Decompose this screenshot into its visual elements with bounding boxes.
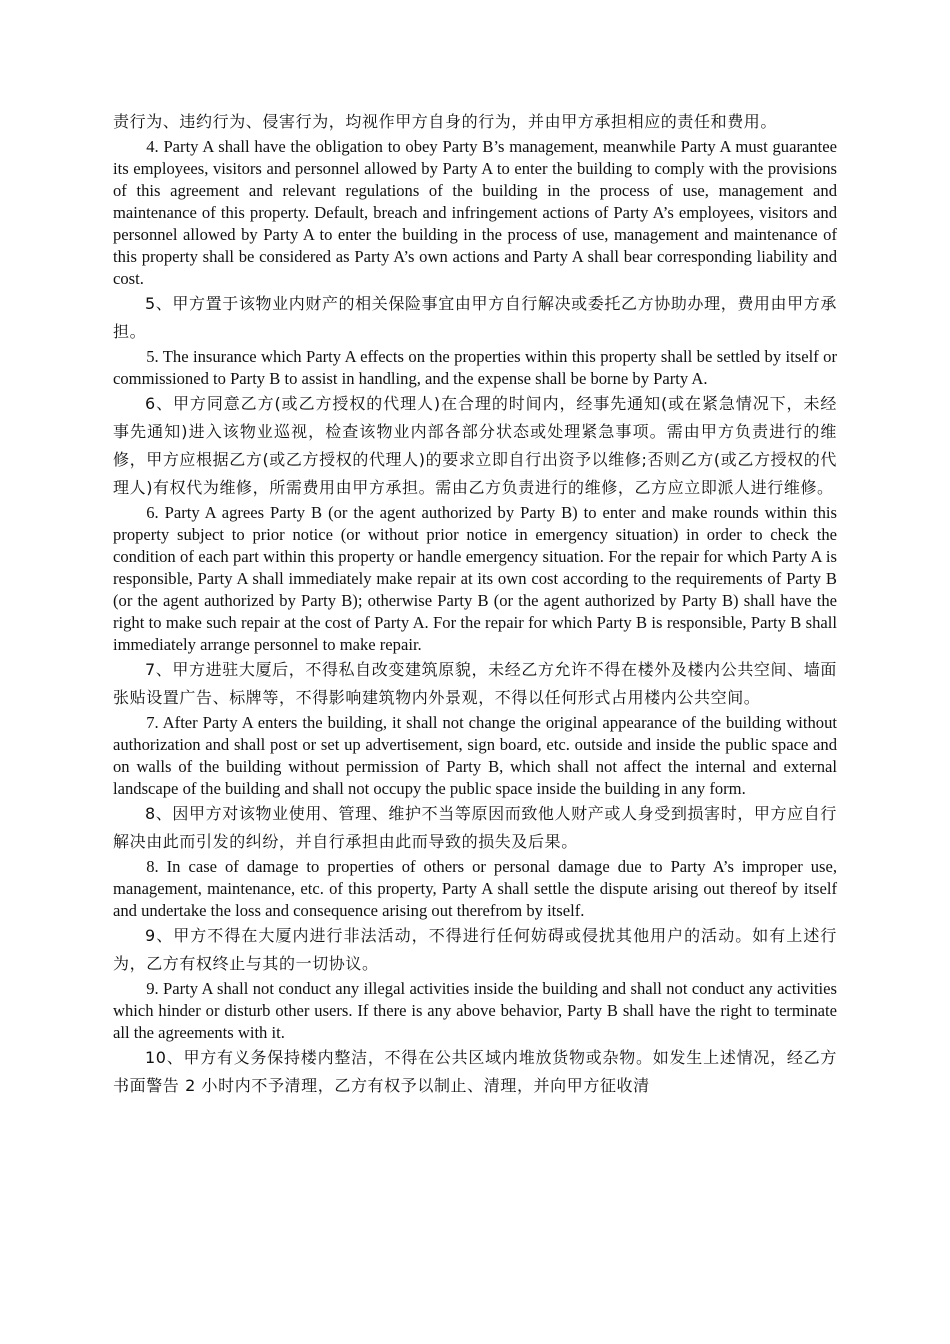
paragraph-en-4: 4. Party A shall have the obligation to obey Party B’s management, meanwhile Party A must guarantee its employees, visitors and personnel allowed by Party A to enter the building to comply with the provisions of this agreement and relevant regulations of the building in the process of use, management and maintenance of this property. Default, breach and infringement actions of Party A’s employees, visitors and personnel allowed by Party A to enter the building in the process of use, management and maintenance of this property shall be considered as Party A’s own actions and Party A shall bear corresponding liability and cost.	[113, 137, 837, 288]
paragraph-zh-7: 7、甲方进驻大厦后，不得私自改变建筑原貌，未经乙方允许不得在楼外及楼内公共空间、墙面张贴设置广告、标牌等，不得影响建筑物内外景观，不得以任何形式占用楼内公共空间。	[113, 660, 837, 707]
paragraph-en-8: 8. In case of damage to properties of others or personal damage due to Party A’s improper use, management, maintenance, etc. of this property, Party A shall settle the dispute arising out thereof by itself and undertake the loss and consequence arising out therefrom by itself.	[113, 857, 837, 920]
paragraph-zh-continued: 责行为、违约行为、侵害行为，均视作甲方自身的行为，并由甲方承担相应的责任和费用。	[113, 112, 778, 131]
paragraph-zh-8: 8、因甲方对该物业使用、管理、维护不当等原因而致他人财产或人身受到损害时，甲方应自行解决由此而引发的纠纷，并自行承担由此而导致的损失及后果。	[113, 804, 837, 851]
paragraph-zh-9: 9、甲方不得在大厦内进行非法活动，不得进行任何妨碍或侵扰其他用户的活动。如有上述行为，乙方有权终止与其的一切协议。	[113, 926, 837, 973]
paragraph-en-5: 5. The insurance which Party A effects on the properties within this property shall be settled by itself or commissioned to Party B to assist in handling, and the expense shall be borne by Party A.	[113, 347, 837, 388]
paragraph-zh-10: 10、甲方有义务保持楼内整洁，不得在公共区域内堆放货物或杂物。如发生上述情况，经乙方书面警告 2 小时内不予清理，乙方有权予以制止、清理，并向甲方征收清	[113, 1048, 837, 1095]
document-page	[113, 108, 837, 1100]
paragraph-zh-6: 6、甲方同意乙方(或乙方授权的代理人)在合理的时间内，经事先通知(或在紧急情况下，未经事先通知)进入该物业巡视，检查该物业内部各部分状态或处理紧急事项。需由甲方负责进行的维修，甲方应根据乙方(或乙方授权的代理人)的要求立即自行出资予以维修;否则乙方(或乙方授权的代理人)有权代为维修，所需费用由甲方承担。需由乙方负责进行的维修，乙方应立即派人进行维修。	[113, 394, 837, 497]
paragraph-en-7: 7. After Party A enters the building, it shall not change the original appearance of the building without authorization and shall post or set up advertisement, sign board, etc. outside and inside the public space and on walls of the building without permission of Party B, which shall not affect the internal and external landscape of the building and shall not occupy the public space inside the building in any form.	[113, 713, 837, 798]
paragraph-en-9: 9. Party A shall not conduct any illegal activities inside the building and shall not conduct any activities which hinder or disturb other users. If there is any above behavior, Party B shall have the right to terminate all the agreements with it.	[113, 979, 837, 1042]
paragraph-en-6: 6. Party A agrees Party B (or the agent authorized by Party B) to enter and make rounds within this property subject to prior notice (or without prior notice in emergency situation) in order to check the condition of each part within this property or handle emergency situation. For the repair for which Party A is responsible, Party A shall immediately make repair at its own cost according to the requirements of Party B (or the agent authorized by Party B); otherwise Party B (or the agent authorized by Party B) shall have the right to make such repair at the cost of Party A. For the repair for which Party B is responsible, Party B shall immediately arrange personnel to make repair.	[113, 503, 837, 654]
paragraph-zh-5: 5、甲方置于该物业内财产的相关保险事宜由甲方自行解决或委托乙方协助办理，费用由甲方承担。	[113, 294, 837, 341]
